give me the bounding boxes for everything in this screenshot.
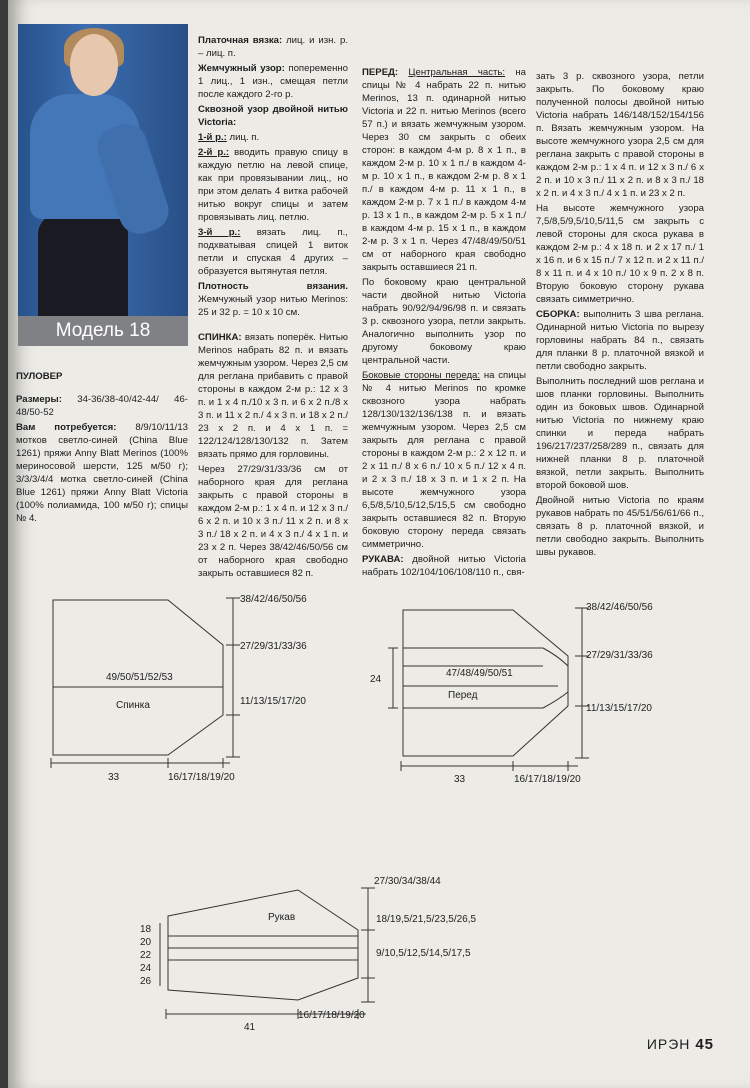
paragraph-text: вводить правую спицу в каждую петлю на левой спице, как при провязывании лиц., но при этом делать 4 витка рабочей нитью вокруг спицы и затем провязывать лиц. петлю. (198, 147, 348, 223)
sleeve-scale-3: 22 (140, 950, 152, 961)
paragraph-text (398, 67, 408, 78)
front-width: 47/48/49/50/51 (446, 668, 513, 679)
sleeve-scale-4: 24 (140, 963, 152, 974)
schematic-front (368, 596, 698, 796)
col2-paragraph (198, 146, 348, 224)
col4-paragraph (536, 375, 704, 492)
col2-paragraph (198, 226, 348, 278)
magazine-page (8, 0, 750, 1088)
paragraph-text: на спицы № 4 набрать 22 п. нитью Merinos, 13 п. одинарной нитью Victoria и 22 п. нитью Merinos (всего 57 п.) и вязать жемчужным узором. Через 30 см закрыть с обеих сторон: в каждом 4-м р. 8 x 1 п., в каждом 2-м р. 10 x 1 п./ в каждом 4-м р. 10 x 1 п., в каждом 2-м р. 8 x 1 п./ в каждом 4-м р. 11 x 1 п., в каждом 2-м р. 7 x 1 п./ в каждом 4-м р. 13 x 1 п., в каждом 2-м р. 5 x 1 п./ в каждом 4-м р. 15 x 1 п., в каждом 2-м р. 3 x 1 п. Через 47/48/49/50/51 см от наборного края свободно закрыть оставшиеся 21 п. (362, 67, 526, 273)
model-label: Модель 18 (18, 316, 188, 346)
col3-paragraph (362, 276, 526, 367)
paragraph-subheading: Боковые стороны переда: (362, 370, 481, 381)
paragraph-text: выполнить 3 шва реглана. Одинарной нитью Victoria по вырезу горловины набрать 84 п., связать для планки 8 р. платочной вязкой и петли свободно закрыть. (536, 309, 704, 372)
column-2 (198, 34, 348, 582)
col2-paragraph (198, 131, 348, 144)
column-3 (362, 66, 526, 581)
sleeve-name: Рукав (268, 912, 296, 923)
paragraph-text: вязать поперёк. Нитью Merinos набрать 82 п. и вязать жемчужным узором. Через 2,5 см для реглана прибавить с правой стороны в каждом 2-м р.: 12 x 3 п. и 1 x 4 п./10 x 3 п. и 6 x 2 п./8 x 3 п. и 11 x 2 п./ 4 x 3 п. и 18 x 2 п./ 23 x 2 п. и 4 x 1 п. = 122/124/128/130/132 п. Затем вязать прямо для горловины. (198, 332, 348, 460)
paragraph-text: вязать лиц. п., подхватывая спицей 1 виток петли и спуская 4 других – образуется вытянутая петля. (198, 227, 348, 277)
col3-paragraph (362, 369, 526, 551)
col4-paragraph (536, 70, 704, 200)
photo-skirt (38, 214, 128, 324)
sleeve-mid: 18/19,5/21,5/23,5/26,5 (376, 914, 477, 925)
back-low: 11/13/15/17/20 (240, 696, 306, 707)
paragraph-text: на спицы № 4 нитью Merinos по кромке сквозного узора набрать 128/130/132/136/138 п. и вязать жемчужным узором. Через 2,5 см закрыть для реглана с правой стороны в каждом 2-м р.: 2 x 12 п. и 2 x 11 п./ 8 x 6 п./ 10 x 5 п./ 12 x 4 п. и 2 x 3 п./ 18 x 3 п. и 1 x 2 п. На высоте жемчужного узора 6,5/8,5/10,5/12,5/15,5 см свободно закрыть оставшиеся 82 п. Вторую боковую сторону переда связать симметрично. (362, 370, 526, 550)
col4-paragraph (536, 202, 704, 306)
paragraph-label: ПЕРЕД: (362, 67, 399, 78)
page-footer (647, 1036, 714, 1053)
paragraph-subheading: Центральная часть: (408, 67, 506, 78)
col2-paragraph (198, 280, 348, 319)
front-bottom-right: 16/17/18/19/20 (514, 774, 581, 785)
col2-paragraph (198, 463, 348, 580)
back-bottom-left: 33 (108, 772, 120, 783)
paragraph-label: Плотность вязания. (198, 281, 348, 292)
paragraph-label: СПИНКА: (198, 332, 242, 343)
paragraph-label: 2-й р.: (198, 147, 230, 158)
paragraph-text: двойной нитью Victoria набрать 102/104/106/108/110 п., свя- (362, 554, 526, 578)
paragraph-label: РУКАВА: (362, 554, 404, 565)
back-mid: 27/29/31/33/36 (240, 641, 307, 652)
paragraph-text: попеременно 1 лиц., 1 изн., смещая петли после каждого 2-го р. (198, 63, 348, 100)
paragraph-text: По боковому краю центральной части двойной нитью Victoria набрать 90/92/94/96/98 п. и связать 3 р. сквозного узора, петли закрыть. Аналогично выполнить узор по другому боковому краю центральной части. (362, 277, 526, 366)
paragraph-label: Платочная вязка: (198, 35, 283, 46)
paragraph-text: зать 3 р. сквозного узора, петли закрыть. По боковому краю полученной полосы двойной нитью Victoria набрать 146/148/152/154/156 п. Вязать жемчужным узором. На высоте жемчужного узора 2,5 см для реглана закрыть с правой стороны в каждом 2-м р.: 1 x 4 п. и 12 x 3 п./ 6 x 2 п. и 10 x 3 п./ 11 x 2 п. и 8 x 3 п./ 18 x 2 п. и 4 x 3 п./ 4 x 1 п. и 23 x 2 п. (536, 71, 704, 199)
front-left: 24 (370, 674, 382, 685)
back-width: 49/50/51/52/53 (106, 672, 173, 683)
sizes-label: Размеры: (16, 394, 62, 405)
schematic-sleeve (138, 868, 498, 1038)
sleeve-bottom-left: 41 (244, 1022, 256, 1033)
col2-paragraph (198, 331, 348, 461)
col2-paragraph (198, 34, 348, 60)
paragraph-text: лиц. и изн. р. – лиц. п. (198, 35, 348, 59)
materials-label: Вам потребуется: (16, 422, 117, 433)
paragraph-text: Выполнить последний шов реглана и шов планки горловины. Выполнить один из боковых швов. Одинарной нитью Victoria по нижнему краю спинки и переда набрать 196/217/237/258/289 п., связать для нижней планки 8 р. платочной вязкой, петли закрыть. Выполнить второй боковой шов. (536, 376, 704, 491)
front-top: 38/42/46/50/56 (586, 602, 653, 613)
paragraph-text: Двойной нитью Victoria по краям рукавов набрать по 45/51/56/61/66 п., связать 8 р. платочной вязкой, и петли свободно закрыть. Выполнить швы рукавов. (536, 495, 704, 558)
paragraph-text: На высоте жемчужного узора 7,5/8,5/9,5/10,5/11,5 см закрыть с левой стороны для скоса рукава в каждом 2-м р.: 4 x 18 п. и 2 x 17 п./ 1 x 16 п. и 6 x 15 п./ 7 x 12 п. и 2 x 11 п./ 8 x 11 п. и 4 x 10 п./ 10 x 9 п. 2 x 8 п. Вторую боковую сторону рукава связать симметрично. (536, 203, 704, 305)
back-bottom-right: 16/17/18/19/20 (168, 772, 235, 783)
front-mid: 27/29/31/33/36 (586, 650, 653, 661)
col4-paragraph (536, 494, 704, 559)
materials-value: 8/9/10/11/13 мотков светло-синей (China Blue 1261) пряжи Anny Blatt Merinos (100% мериносовой шерсти, 125 м/50 г); 3/3/3/4/4 мотка светло-синей (China Blue 1261) пряжи Anny Blatt Victoria (100% полиамида, 100 м/50 г); спицы № 4. (16, 422, 188, 524)
paragraph-label: 3-й р.: (198, 227, 241, 238)
front-low: 11/13/15/17/20 (586, 703, 652, 714)
sizes-value: 34-36/38-40/42-44/ 46-48/50-52 (16, 394, 188, 418)
sleeve-scale-2: 20 (140, 937, 152, 948)
paragraph-text: лиц. п. (226, 132, 260, 143)
col2-paragraph (198, 321, 348, 329)
front-name: Перед (448, 690, 478, 701)
column-1 (16, 370, 188, 527)
col2-paragraph (198, 62, 348, 101)
paragraph-label: Сквозной узор двойной нитью Victoria: (198, 104, 348, 128)
col4-paragraph (536, 308, 704, 373)
sleeve-top: 27/30/34/38/44 (374, 876, 441, 887)
pattern-title: ПУЛОВЕР (16, 371, 63, 382)
page-number: 45 (695, 1036, 714, 1053)
paragraph-label: 1-й р.: (198, 132, 227, 143)
col3-paragraph (362, 553, 526, 579)
sleeve-scale-1: 18 (140, 924, 152, 935)
column-4 (536, 70, 704, 561)
sleeve-low: 9/10,5/12,5/14,5/17,5 (376, 948, 471, 959)
col2-paragraph (198, 103, 348, 129)
sleeve-scale-5: 26 (140, 976, 152, 987)
sleeve-bottom-right: 16/17/18/19/20 (298, 1010, 365, 1021)
paragraph-text: Жемчужный узор нитью Merinos: 25 и 32 р. = 10 x 10 см. (198, 294, 348, 318)
paragraph-label: СБОРКА: (536, 309, 580, 320)
model-photo (18, 24, 188, 324)
back-name: Спинка (116, 700, 150, 711)
back-top: 38/42/46/50/56 (240, 594, 307, 605)
schematic-back (38, 590, 338, 790)
paragraph-label: Жемчужный узор: (198, 63, 285, 74)
paragraph-text: Через 27/29/31/33/36 см от наборного края для реглана закрыть с правой стороны в каждом 2-м р.: 1 x 4 п. и 12 x 3 п./ 6 x 2 п. и 10 x 3 п./ 11 x 2 п. и 8 x 3 п./ 18 x 2 п. и 4 x 3 п./ 4 x 1 п. и 23 x 2 п. Через 38/42/46/50/56 см от наборного края свободно закрыть оставшиеся 82 п. (198, 464, 348, 579)
magazine-name: ИРЭН (646, 1036, 691, 1052)
photo-head (70, 34, 118, 96)
col3-paragraph (362, 66, 526, 274)
front-bottom-left: 33 (454, 774, 466, 785)
